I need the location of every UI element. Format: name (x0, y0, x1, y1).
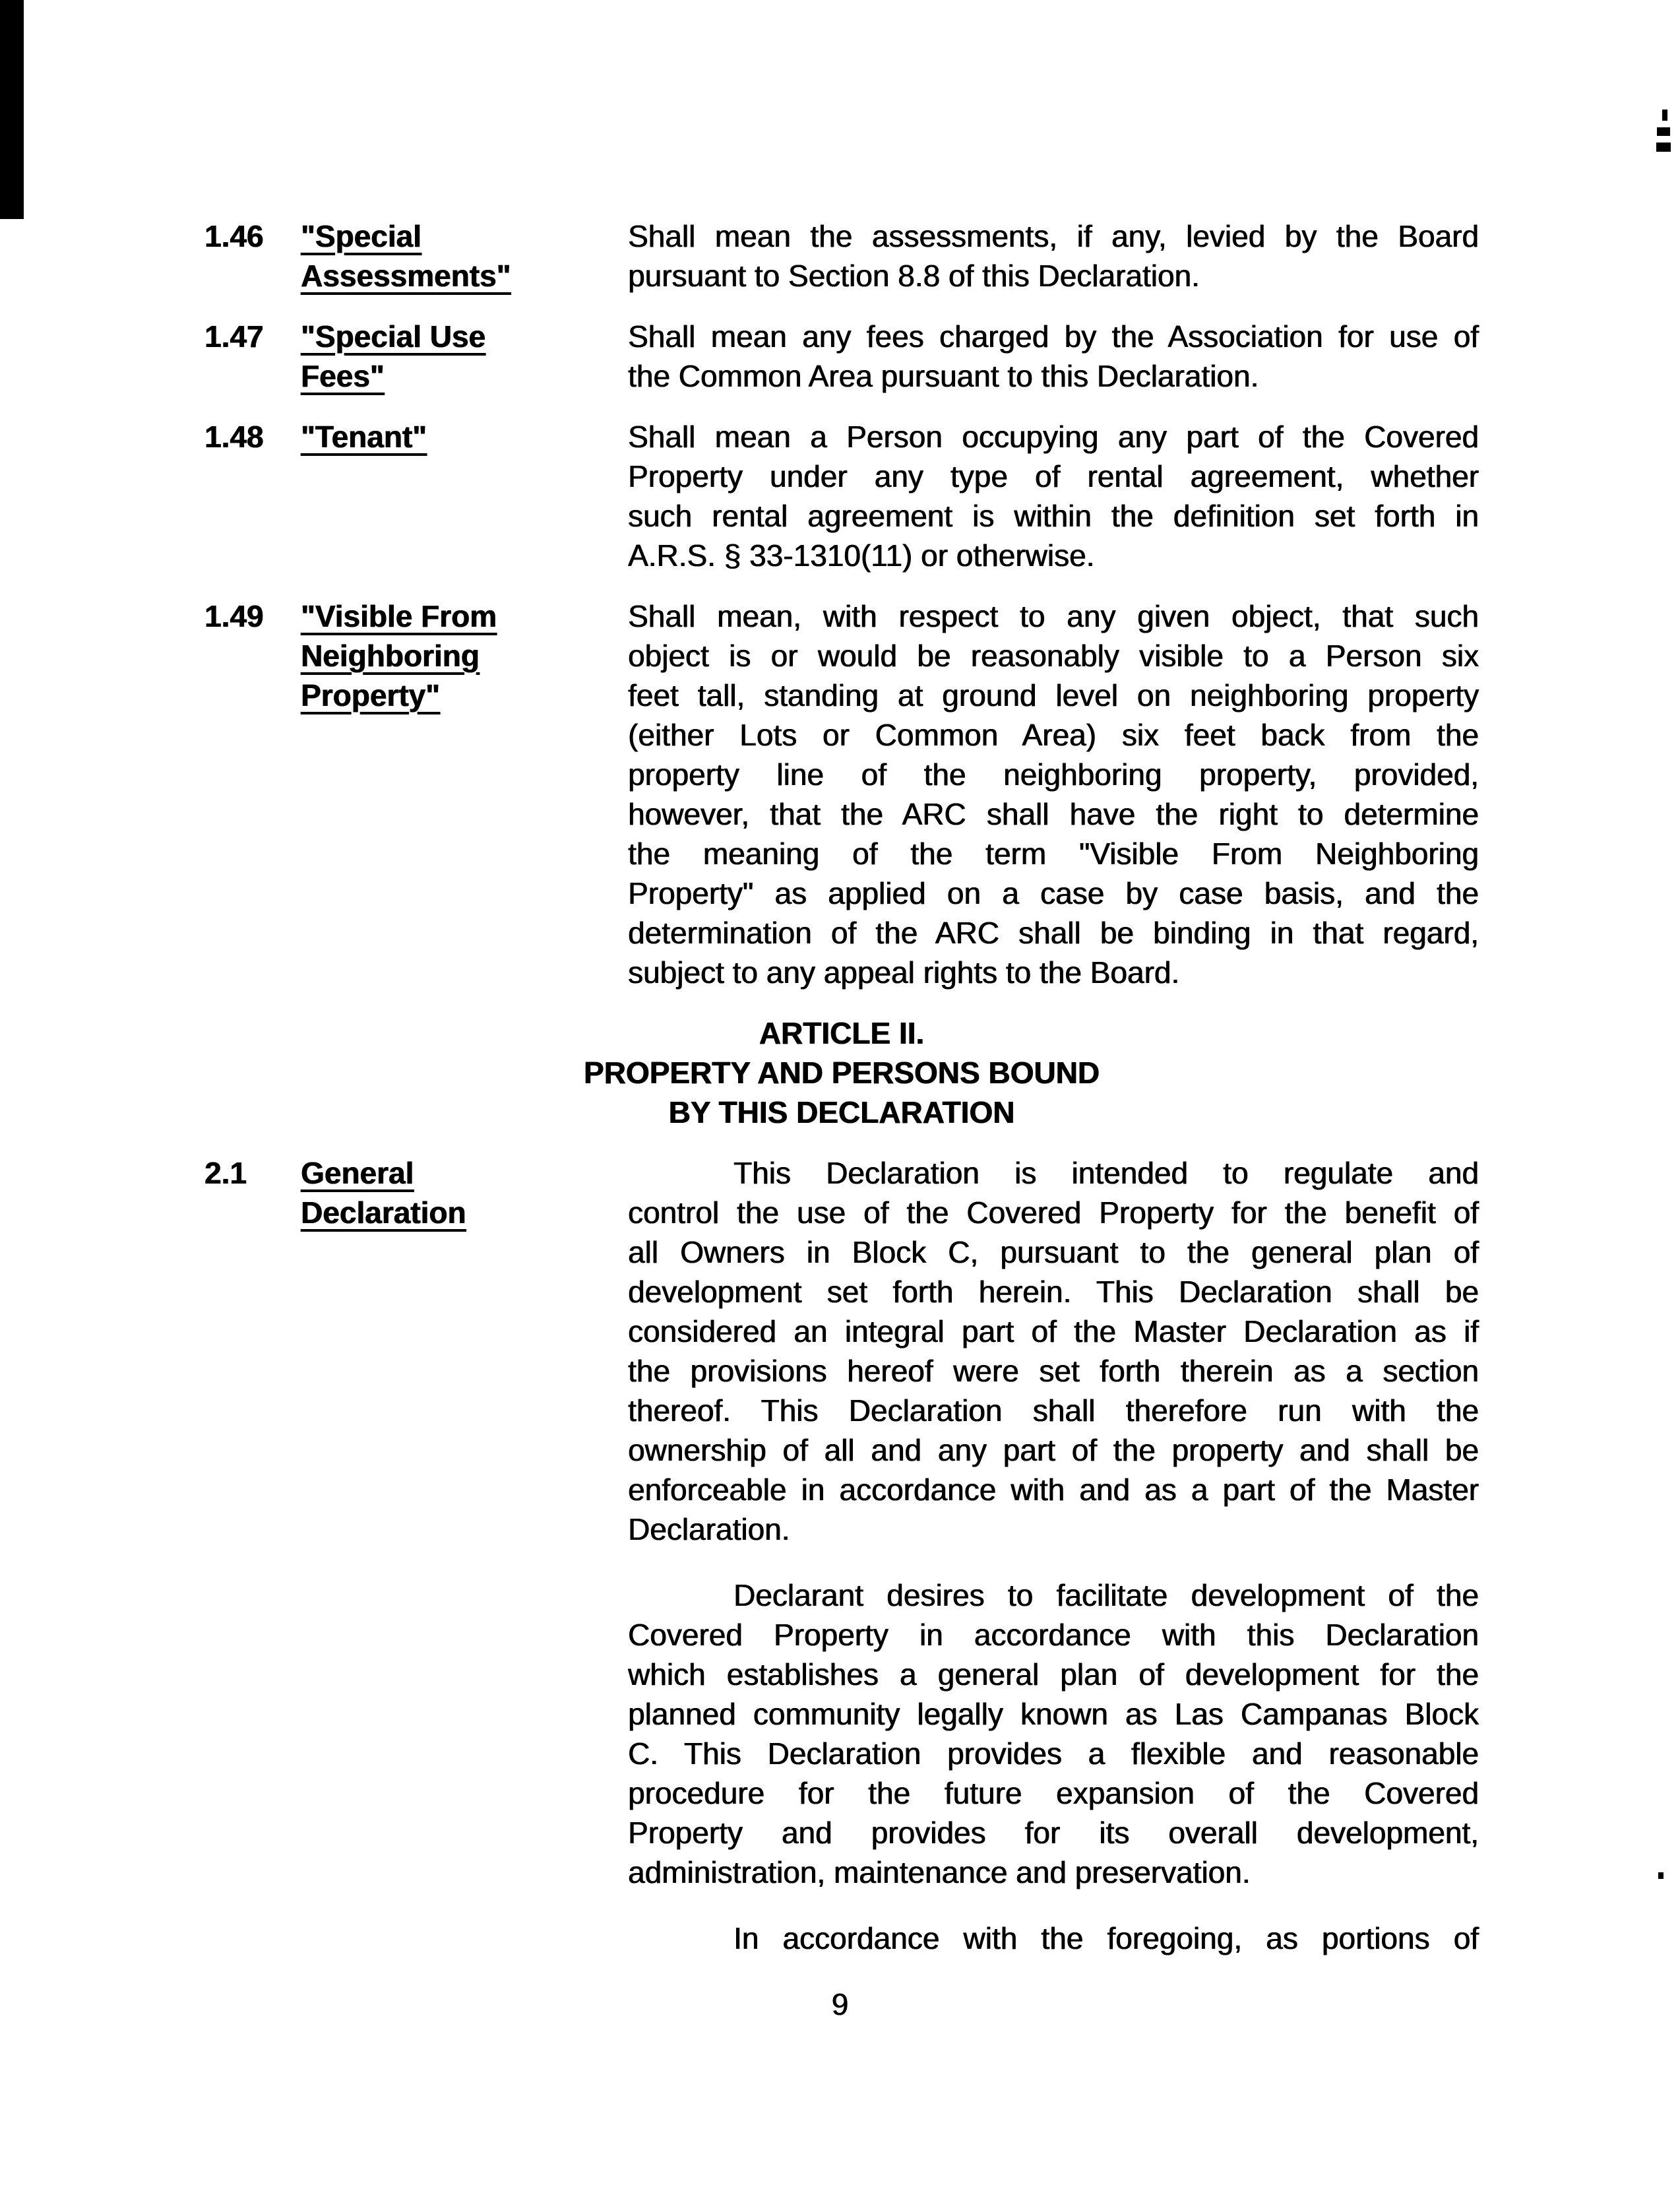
scan-speck (1662, 110, 1667, 121)
body-line: Covered Property in accordance with this Declaration (628, 1618, 1479, 1652)
body-line: such rental agreement is within the definition set forth in (628, 499, 1479, 533)
body-line: (either Lots or Common Area) six feet back from the (628, 718, 1479, 752)
body-line: planned community legally known as Las Campanas Block (628, 1697, 1479, 1731)
body-line: which establishes a general plan of development for the (628, 1657, 1479, 1692)
body-line: A.R.S. § 33-1310(11) or otherwise. (628, 538, 1095, 573)
definition-number: 1.47 (204, 319, 264, 354)
article-heading-line: PROPERTY AND PERSONS BOUND (583, 1056, 1100, 1090)
term-line: Declaration (301, 1195, 466, 1230)
term-line: Fees" (301, 359, 385, 393)
article-heading (204, 1013, 1479, 1132)
body-line: property line of the neighboring property, provided, (628, 757, 1479, 792)
definition-number: 1.48 (204, 420, 264, 454)
body-line: pursuant to Section 8.8 of this Declaration. (628, 259, 1200, 293)
definition-term (301, 417, 628, 575)
term-line: "Special (301, 219, 421, 253)
body-line: however, that the ARC shall have the right to determine (628, 797, 1479, 831)
definition-number: 1.49 (204, 599, 264, 633)
section-paragraph-3 (628, 1918, 1479, 1958)
page-number: 9 (831, 1987, 849, 2021)
definition-body (628, 417, 1479, 575)
body-line: C. This Declaration provides a flexible and reasonable (628, 1736, 1479, 1771)
body-line: determination of the ARC shall be binding in that regard, (628, 916, 1479, 950)
section-term (301, 1153, 628, 1549)
body-line: enforceable in accordance with and as a part of the Master (628, 1473, 1479, 1507)
term-line: "Special Use (301, 319, 486, 354)
body-line: Property under any type of rental agreement, whether (628, 459, 1479, 493)
definition-row-1-49 (204, 596, 1479, 992)
body-line: This Declaration is intended to regulate and (733, 1156, 1479, 1190)
body-line: all Owners in Block C, pursuant to the general plan of (628, 1235, 1479, 1269)
article-heading-line: BY THIS DECLARATION (668, 1095, 1015, 1129)
definition-body (628, 596, 1479, 992)
body-line: considered an integral part of the Master Declaration as if (628, 1314, 1479, 1348)
body-line: development set forth herein. This Declaration shall be (628, 1275, 1479, 1309)
definition-row-1-47 (204, 317, 1479, 396)
scan-speck (1658, 1872, 1664, 1879)
body-line: Shall mean the assessments, if any, levied by the Board (628, 219, 1479, 253)
body-line: Shall mean, with respect to any given object, that such (628, 599, 1479, 633)
body-line: In accordance with the foregoing, as portions of (733, 1921, 1479, 1955)
scan-speck (1657, 127, 1670, 136)
page-content (204, 0, 1479, 1958)
body-line: Shall mean a Person occupying any part of the Covered (628, 420, 1479, 454)
term-line: Property" (301, 678, 440, 713)
body-line: control the use of the Covered Property for the benefit of (628, 1195, 1479, 1230)
definition-number: 1.46 (204, 219, 264, 253)
body-line: the provisions hereof were set forth therein as a section (628, 1354, 1479, 1388)
body-line: Shall mean any fees charged by the Association for use of (628, 319, 1479, 354)
section-number: 2.1 (204, 1156, 247, 1190)
section-paragraph-1 (628, 1153, 1479, 1549)
body-line: Declaration. (628, 1512, 790, 1546)
term-line: General (301, 1156, 414, 1190)
definition-term (301, 216, 628, 296)
body-line: subject to any appeal rights to the Board. (628, 955, 1180, 990)
body-line: thereof. This Declaration shall therefore run with the (628, 1393, 1479, 1428)
definition-term (301, 596, 628, 992)
body-line: ownership of all and any part of the property and shall be (628, 1433, 1479, 1467)
definition-term (301, 317, 628, 396)
definition-row-1-46 (204, 216, 1479, 296)
term-line: Neighboring (301, 639, 480, 673)
scan-speck (1656, 143, 1671, 152)
section-row-2-1 (204, 1153, 1479, 1549)
body-line: Property and provides for its overall development, (628, 1816, 1479, 1850)
body-line: feet tall, standing at ground level on neighboring property (628, 678, 1479, 713)
scan-edge-artifact (0, 0, 24, 219)
section-paragraph-2 (628, 1575, 1479, 1892)
article-heading-line: ARTICLE II. (759, 1016, 925, 1050)
term-line: "Tenant" (301, 420, 427, 454)
definition-row-1-48 (204, 417, 1479, 575)
body-line: Declarant desires to facilitate development of the (733, 1578, 1479, 1612)
definition-body (628, 216, 1479, 296)
body-line: administration, maintenance and preservation. (628, 1855, 1251, 1889)
body-line: Property" as applied on a case by case basis, and the (628, 876, 1479, 910)
body-line: procedure for the future expansion of the Covered (628, 1776, 1479, 1810)
term-line: Assessments" (301, 259, 511, 293)
body-line: the Common Area pursuant to this Declaration. (628, 359, 1259, 393)
body-line: object is or would be reasonably visible to a Person six (628, 639, 1479, 673)
body-line: the meaning of the term "Visible From Neighboring (628, 837, 1479, 871)
definition-body (628, 317, 1479, 396)
term-line: "Visible From (301, 599, 497, 633)
